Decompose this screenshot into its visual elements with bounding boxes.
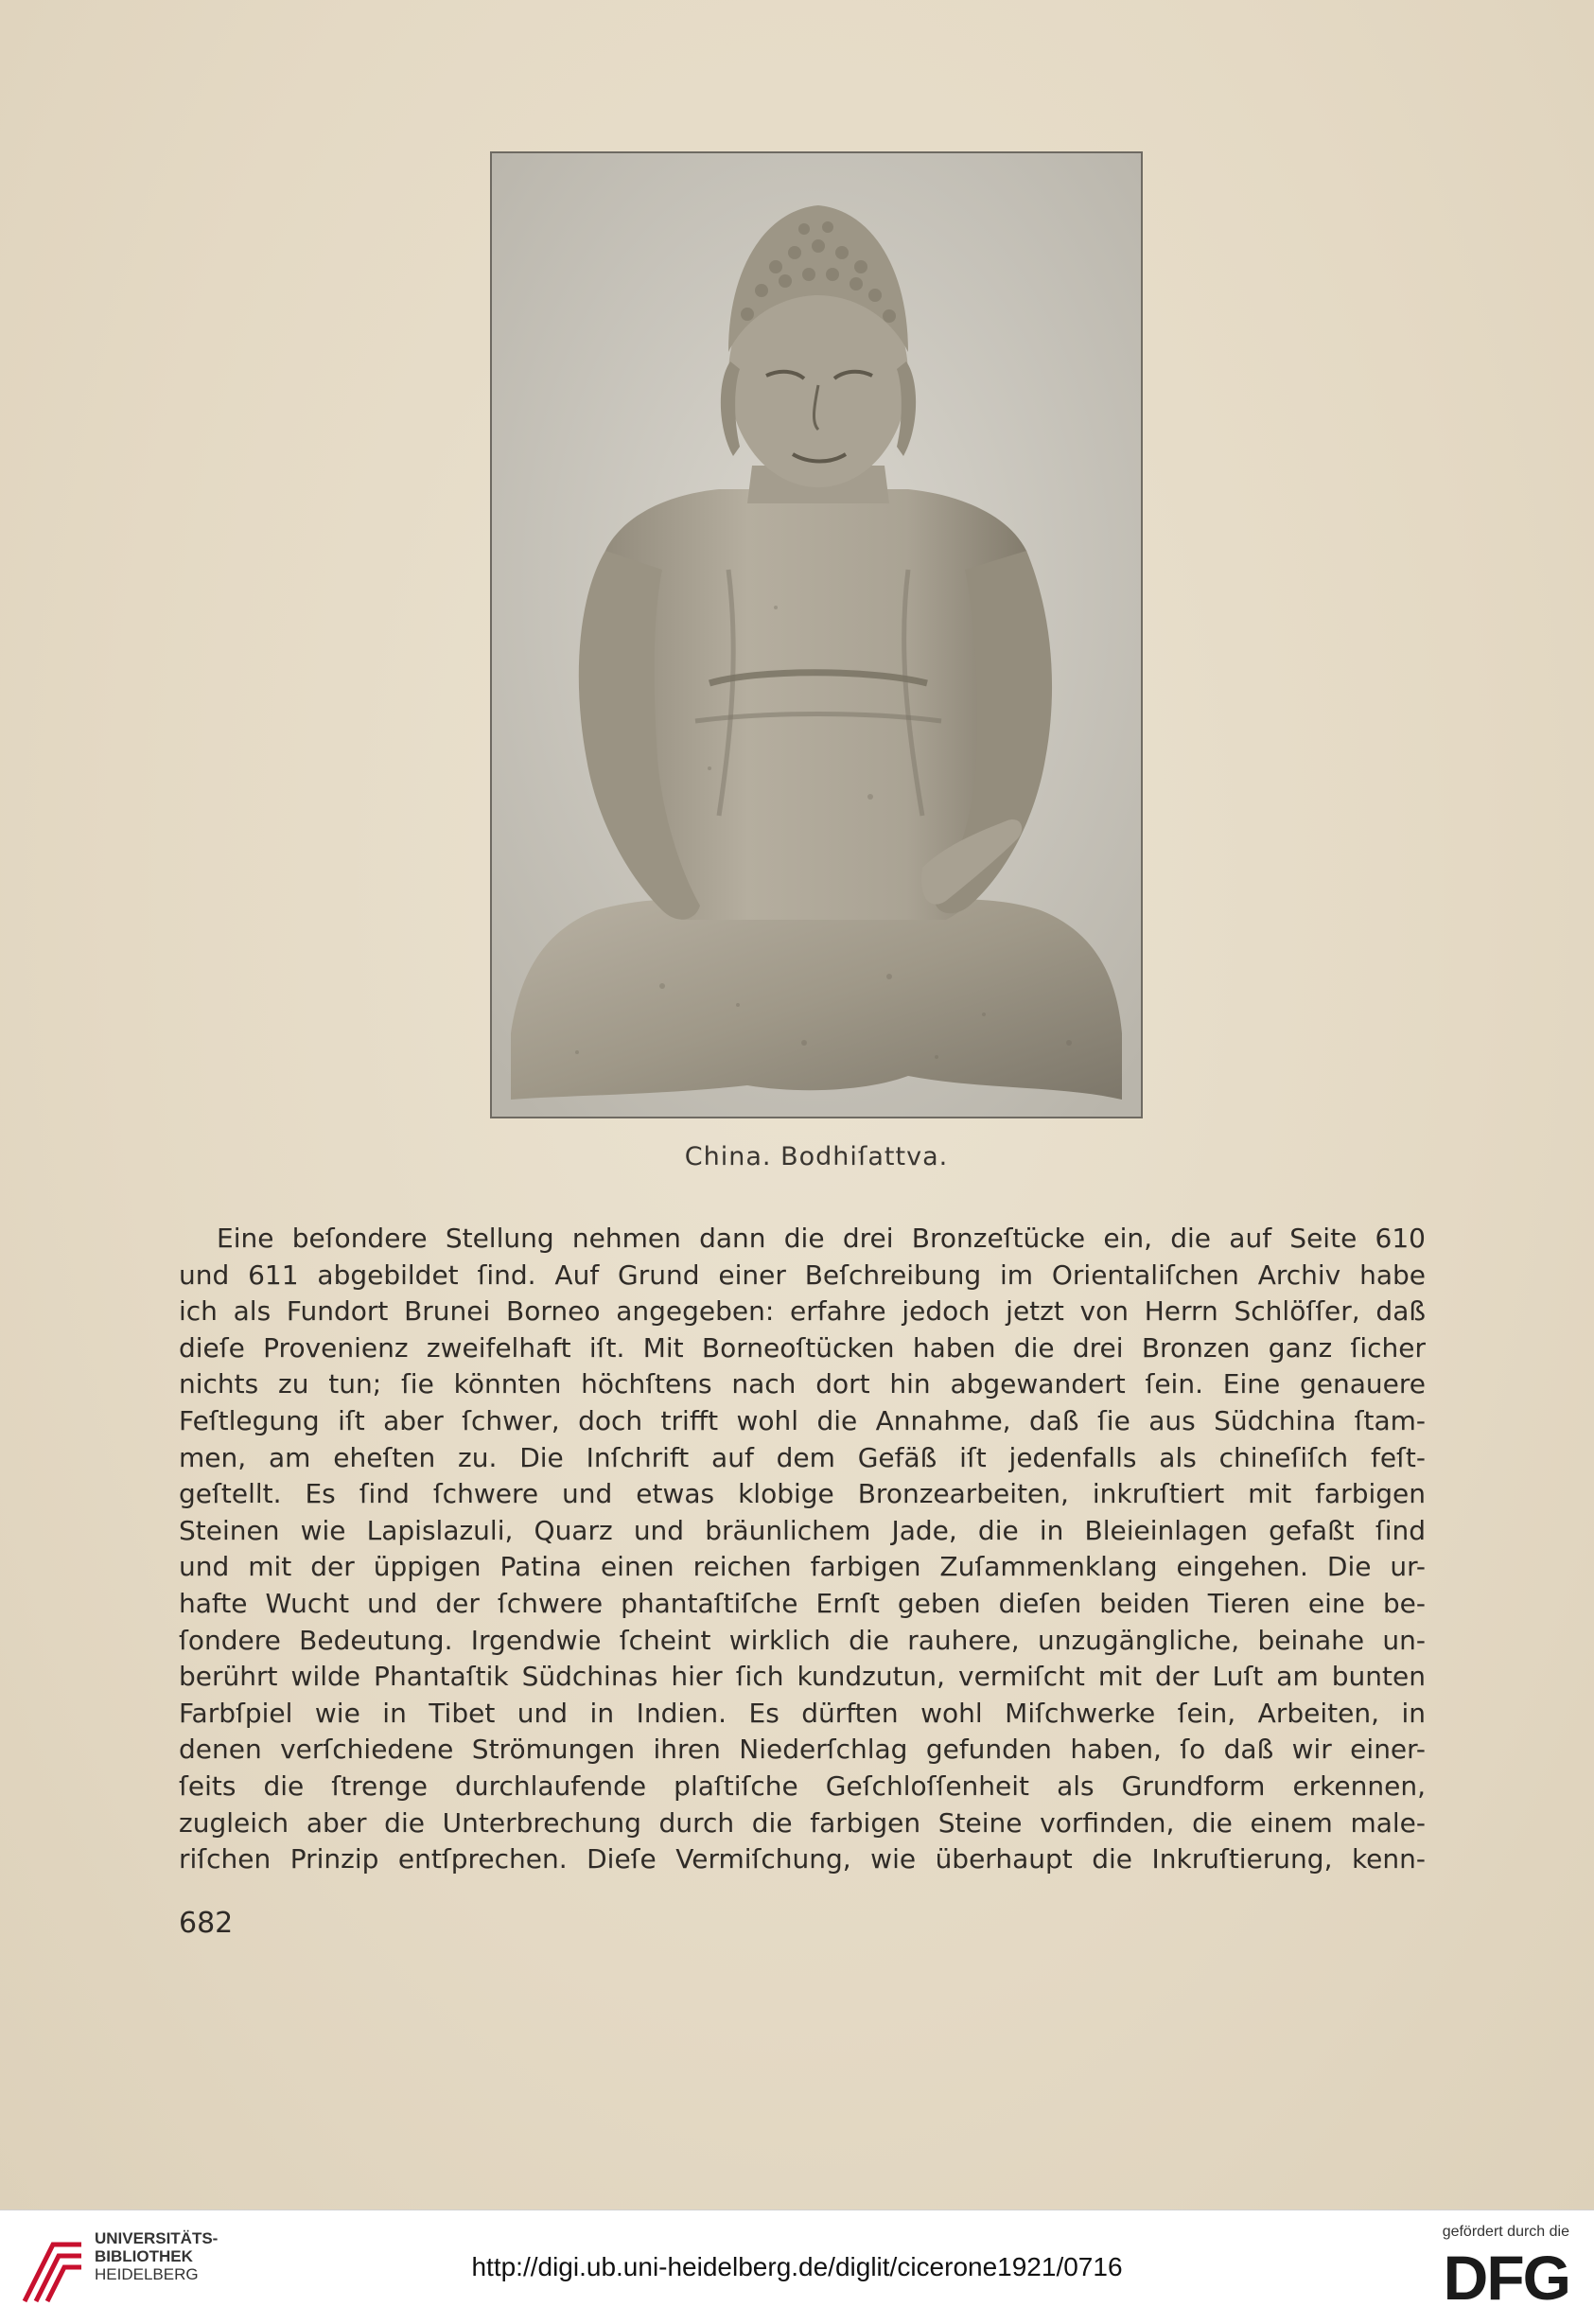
text-line: Steinen wie Lapislazuli, Quarz und bräunlichem Jade, die in Bleieinlagen gefaßt ſind	[179, 1514, 1426, 1546]
bodhisattva-photo	[490, 151, 1143, 1118]
bodhisattva-statue-icon	[492, 153, 1141, 1117]
text-line: denen verſchiedene Strömungen ihren Niederſchlag gefunden haben, ſo daß wir einer-	[179, 1734, 1426, 1766]
dfg-logo[interactable]: DFG	[1443, 2243, 1569, 2313]
text-line: geſtellt. Es ſind ſchwere und etwas klobige Bronzearbeiten, inkruſtiert mit farbigen	[179, 1478, 1426, 1510]
text-line: ich als Fundort Brunei Borneo angegeben: erfahre jedoch jetzt von Herrn Schlöſſer, daß	[179, 1295, 1426, 1328]
figure-caption: China. Bodhiſattva.	[684, 1142, 949, 1171]
text-line: dieſe Provenienz zweifelhaft iſt. Mit Borneoſtücken haben die drei Bronzen ganz ſicher	[179, 1331, 1426, 1364]
footer-bar	[0, 2210, 1594, 2324]
library-name-line: BIBLIOTHEK	[95, 2247, 193, 2265]
permalink-url[interactable]: http://digi.ub.uni-heidelberg.de/diglit/cicerone1921/0716	[471, 2252, 1123, 2281]
text-line: hafte Wucht und der ſchwere phantaſtiſche Ernſt geben dieſen beiden Tieren eine be-	[179, 1587, 1426, 1619]
funding-note: gefördert durch die	[1442, 2224, 1569, 2240]
text-line: nichts zu tun; ſie könnten höchſtens nach dort hin abgewandert ſein. Eine genauere	[179, 1368, 1426, 1400]
text-line: berührt wilde Phantaſtik Südchinas hier ſich kundzutun, vermiſcht mit der Luſt am bunten	[179, 1661, 1426, 1693]
text-line: und mit der üppigen Patina einen reichen farbigen Zuſammenklang eingehen. Die ur-	[179, 1551, 1426, 1583]
text-line: Feſtlegung iſt aber ſchwer, doch trifft wohl die Annahme, daß ſie aus Südchina ſtam-	[179, 1404, 1426, 1436]
library-name-line: HEIDELBERG	[95, 2265, 199, 2283]
body-paragraph	[179, 1221, 1426, 1878]
text-line: riſchen Prinzip entſprechen. Dieſe Vermiſchung, wie überhaupt die Inkruſtierung, kenn-	[179, 1843, 1426, 1875]
text-line: zugleich aber die Unterbrechung durch die farbigen Steine vorfinden, die einem male-	[179, 1806, 1426, 1839]
library-name-line: UNIVERSITÄTS-	[95, 2229, 219, 2247]
text-line: men, am eheſten zu. Die Inſchrift auf dem Gefäß iſt jedenfalls als chineſiſch feſt-	[179, 1441, 1426, 1473]
text-line: Eine beſondere Stellung nehmen dann die drei Bronzeſtücke ein, die auf Seite 610	[217, 1223, 1426, 1254]
page-number: 682	[179, 1907, 234, 1940]
text-line: und 611 abgebildet ſind. Auf Grund einer Beſchreibung im Orientaliſchen Archiv habe	[179, 1259, 1426, 1291]
text-line: ſondere Bedeutung. Irgendwie ſcheint wirklich die rauhere, unzugängliche, beinahe un-	[179, 1624, 1426, 1656]
text-line: Farbſpiel wie in Tibet und in Indien. Es dürften wohl Miſchwerke ſein, Arbeiten, in	[179, 1697, 1426, 1729]
text-line: ſeits die ſtrenge durchlaufende plaſtiſche Geſchloſſenheit als Grundform erkennen,	[179, 1769, 1426, 1802]
